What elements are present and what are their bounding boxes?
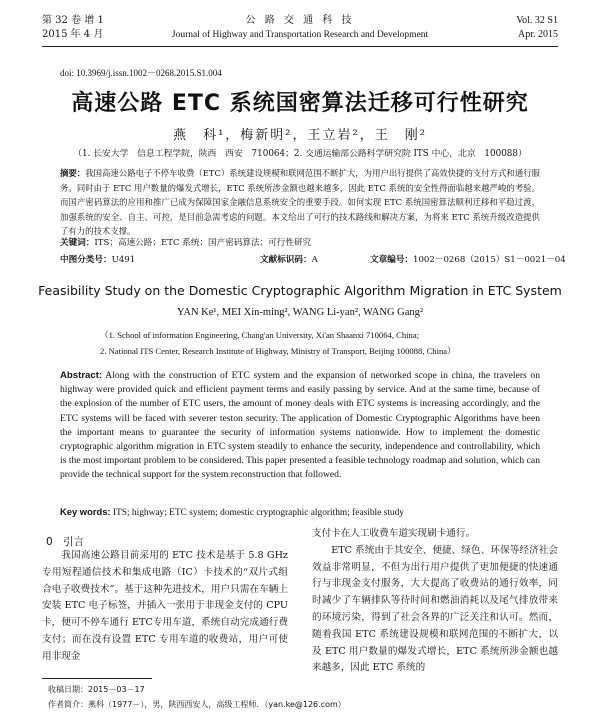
- doc-code-label: 文献标识码：: [260, 255, 312, 265]
- abstract-cn-text: 我国高速公路电子不停车收费（ETC）系统建设规模和联网范围不断扩大，为用户出行提供了高效快捷的支付方式和通行服务。同时由于 ETC 用户数量的爆发式增长，ETC 系统所涉金额也越来越多，因此 ETC 系统的安全性得面临越来越严峻的考验。而国产密码算法的应用和推广已成为保障国家金融信息系统安全的重要手段。如何实现 ETC 系统国密算法顺利迁移和平稳过渡，加强系统的安全、自主、可控，是目前急需考虑的问题。本文给出了可行的技术路线和解决方案，为将来 ETC 系统升级改造提供了有力的技术支撑。: [60, 168, 541, 237]
- body-paragraph-continued: 支付卡在人工收费车道实现刷卡通行。: [312, 528, 476, 539]
- header-volume-en: [516, 14, 558, 42]
- footnote-author-bio: 作者简介：燕科（1977－），男，陕西西安人，高级工程师．（yan.ke@126.com）: [48, 700, 346, 709]
- journal-name-cn: 公 路 交 通 科 技: [245, 15, 355, 26]
- journal-name-en: Journal of Highway and Transportation Research and Development: [171, 30, 429, 40]
- header-date-en: Apr. 2015: [518, 29, 558, 40]
- header-date-cn: 2015 年 4 月: [42, 29, 104, 40]
- header-volume-issue: 第 32 卷 增 1: [42, 15, 104, 26]
- running-header: [42, 14, 558, 47]
- abstract-cn-label: 摘要：: [60, 168, 86, 178]
- footnote-received-date: 收稿日期：2015－03－17: [48, 685, 145, 694]
- clc-number: [60, 253, 135, 265]
- clc-label: 中图分类号：: [60, 255, 112, 265]
- affiliation-cn: （1. 长安大学 信息工程学院，陕西 西安 710064；2. 交通运输部公路科学研究院 ITS 中心，北京 100088）: [73, 149, 527, 159]
- clc-value: U491: [111, 255, 136, 265]
- article-number-value: 1002－0268（2015）S1－0021－04: [412, 255, 566, 265]
- header-journal: [42, 14, 558, 42]
- authors-en: YAN Ke¹, MEI Xin-ming², WANG Li-yan², WANG Gang²: [176, 307, 424, 318]
- footnote-rule: [42, 678, 152, 679]
- keywords-en: [60, 506, 540, 518]
- affiliation-en-2: 2. National ITS Center, Research Institute of Highway, Ministry of Transport, Beijing 100088, China）: [100, 346, 456, 356]
- keywords-cn-text: ITS；高速公路；ETC 系统；国产密码算法；可行性研究: [94, 238, 312, 248]
- section-heading-introduction: 0 引言: [46, 536, 85, 548]
- body-column-left: [42, 548, 288, 666]
- keywords-en-label: Key words:: [60, 506, 111, 517]
- abstract-cn: [60, 166, 540, 239]
- document-code: [260, 253, 318, 265]
- keywords-en-text: ITS; highway; ETC system; domestic cryptographic algorithm; feasible study: [112, 508, 404, 518]
- keywords-cn-label: 关键词：: [60, 238, 95, 248]
- abstract-en: [60, 369, 540, 483]
- article-number-label: 文章编号：: [370, 255, 413, 265]
- authors-cn: 燕 科¹，梅新明²，王立岩²，王 刚²: [173, 128, 427, 143]
- paper-title-cn: 高速公路 ETC 系统国密算法迁移可行性研究: [71, 91, 529, 116]
- keywords-cn: [60, 236, 540, 248]
- affiliation-en-1: （1. School of information Engineering, Chang'an University, Xi'an Shaanxi 710064, China;: [100, 330, 420, 340]
- paper-title-en: Feasibility Study on the Domestic Cryptographic Algorithm Migration in ETC System: [38, 283, 562, 298]
- article-number: [370, 253, 566, 265]
- affiliation-en: [100, 327, 540, 359]
- body-paragraph: 我国高速公路目前采用的 ETC 技术是基于 5.8 GHz专用短程通信技术和集成电路（IC）卡技术的“双片式组合电子收费技术”。基于这种先进技术，用户只需在车辆上安装 ETC 电子标签，并插入一张用于非现金支付的 CPU 卡，便可不停车通行 ETC专用车道，系统自动完成通行费支付；而在没有设置 ETC 专用车道的收费站，用户可使用非现金: [42, 550, 288, 662]
- doc-code-value: A: [311, 255, 318, 265]
- abstract-en-text: Along with the construction of ETC system and the expansion of networked scope in china, the travelers on highway were provided quick and efficient payment terms and easily passing by service. And at the same time, because of the explosion of the number of ETC users, the amount of money deals with ETC systems is increasing accordingly, and the ETC systems will be faced with severer teston security. The application of Domestic Cryptographic Algorithms have been the important means to guarantee the security of information systems nationwide. How to implement the domestic cryptographic algorithm migration in ETC system steadily to enhance the security, independence and controllability, which is the most important problem to be considered. This paper presented a feasible technology roadmap and solution, which can provide the technical support for the system reconstruction that followed.: [60, 370, 540, 481]
- header-vol-en: Vol. 32 S1: [516, 15, 558, 26]
- abstract-en-label: Abstract:: [60, 370, 103, 381]
- body-column-right: [312, 526, 558, 677]
- doi: doi: 10.3969/j.issn.1002－0268.2015.S1.004: [60, 68, 222, 78]
- body-paragraph: ETC 系统由于其安全、便捷、绿色、环保等经济社会效益非常明显，不但为出行用户提供了更加便捷的快速通行与非现金支付服务，大大提高了收费站的通行效率，同时减少了车辆排队等待时间和燃油消耗以及尾气排放带来的环境污染，得到了社会各界的广泛关注和认可。然而，随着我国 ETC 系统建设规模和联网范围的不断扩大，以及 ETC 用户数量的爆发式增长，ETC 系统所涉金额也越来越多，因此 ETC 系统的: [312, 544, 558, 674]
